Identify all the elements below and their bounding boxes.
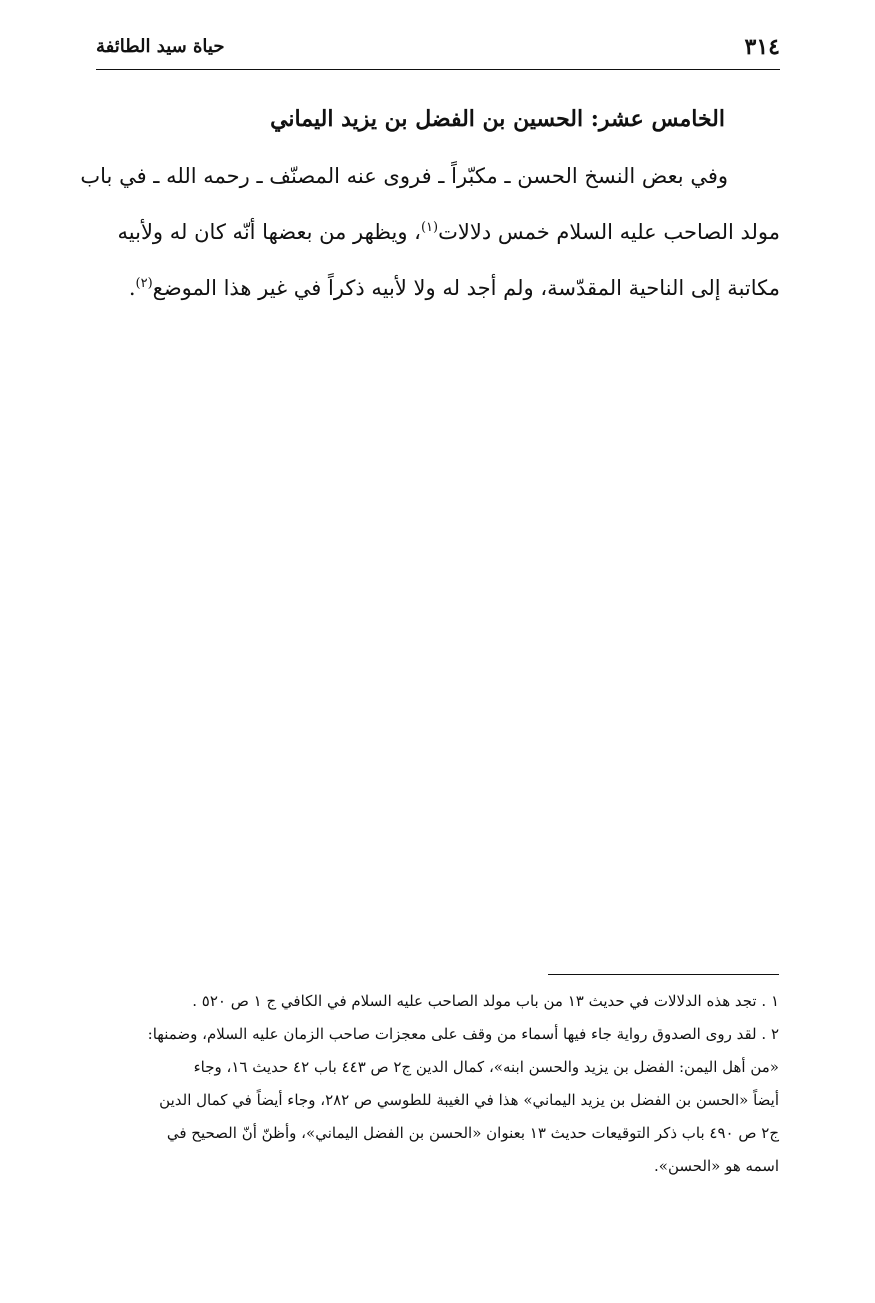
footnote-1-line: [89, 985, 779, 1018]
footnote-1-text: تجد هذه الدلالات في حديث ١٣ من باب مولد الصاحب عليه السلام في الكافي ج ١ ص ٥٢٠ .: [192, 992, 757, 1010]
footnotes: [89, 985, 779, 1183]
footnote-2-line-1: [89, 1018, 779, 1051]
footnote-2: [89, 1018, 779, 1183]
footnote-ref-1[interactable]: (١): [420, 220, 439, 235]
section-heading: الخامس عشر: الحسين بن الفضل بن يزيد اليماني: [270, 106, 725, 132]
body-text: [80, 150, 780, 314]
page-header: [96, 30, 780, 70]
body-line-1: وفي بعض النسخ الحسن ـ مكبّراً ـ فروى عنه المصنّف ـ رحمه الله ـ في باب: [80, 164, 728, 188]
header-rule: [96, 69, 780, 70]
body-line-3-end: .: [128, 276, 136, 300]
body-line-3-start: مكاتبة إلى الناحية المقدّسة، ولم أجد له ولا لأبيه ذكراً في غير هذا الموضع: [152, 276, 780, 300]
footnote-1-number: ١ .: [761, 992, 779, 1010]
footnote-1: [89, 985, 779, 1018]
body-paragraph: [80, 150, 780, 314]
body-line-2-end: ، ويظهر من بعضها أنّه كان له ولأبيه: [117, 220, 421, 244]
footnote-2-line-2: «من أهل اليمن: الفضل بن يزيد والحسن ابنه»، كمال الدين ج٢ ص ٤٤٣ باب ٤٢ حديث ١٦، وجاء: [193, 1058, 779, 1076]
footnote-rule: [548, 974, 779, 975]
footnote-2-text-1: لقد روى الصدوق رواية جاء فيها أسماء من وقف على معجزات صاحب الزمان عليه السلام، وضمنها:: [147, 1025, 757, 1043]
footnote-2-number: ٢ .: [761, 1025, 779, 1043]
footnote-2-line-5: اسمه هو «الحسن».: [654, 1157, 779, 1175]
footnote-ref-2[interactable]: (٢): [135, 276, 153, 291]
footnote-2-line-4: ج٢ ص ٤٩٠ باب ذكر التوقيعات حديث ١٣ بعنوان «الحسن بن الفضل اليماني»، وأظنّ أنّ الصحيح في: [166, 1124, 779, 1142]
body-line-2: [90, 202, 780, 258]
footnote-2-line-3: أيضاً «الحسن بن الفضل بن يزيد اليماني» هذا في الغيبة للطوسي ص ٢٨٢، وجاء أيضاً في كمال الدين: [159, 1091, 779, 1109]
page-number: ٣١٤: [744, 34, 780, 60]
running-title: حياة سيد الطائفة: [96, 36, 225, 57]
body-line-2-start: مولد الصاحب عليه السلام خمس دلالات: [438, 220, 780, 244]
body-line-3: [90, 258, 780, 314]
